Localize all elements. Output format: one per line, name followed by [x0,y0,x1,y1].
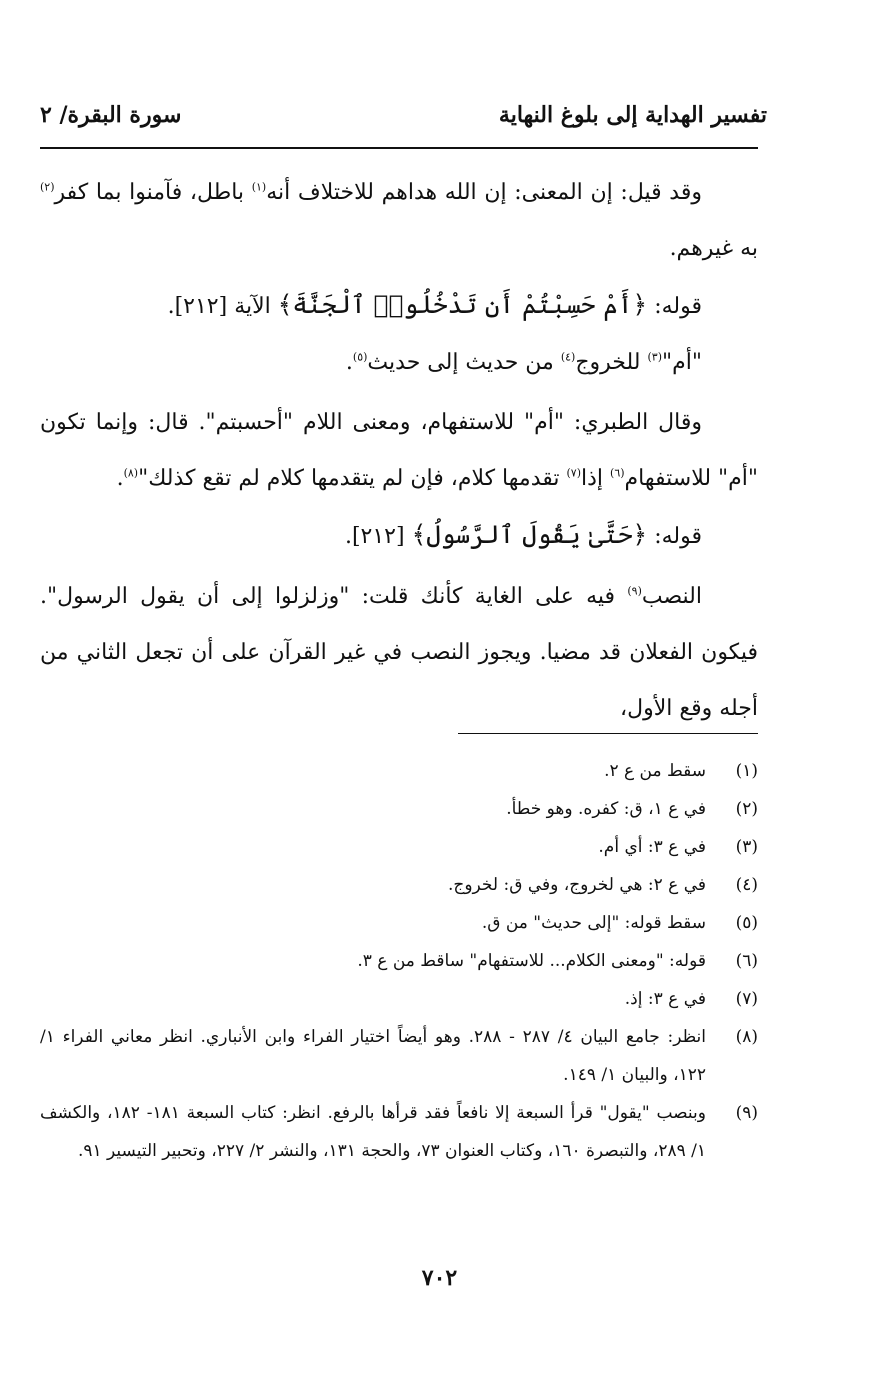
text-run: قوله: [647,524,702,549]
text-run: "أم" [662,350,702,375]
text-run: [٢١٢]. [344,524,412,549]
footnote-text: في ع ١، ق: كفره. وهو خطأ. [506,799,706,819]
text-run: به غيرهم. [669,236,758,261]
footnote-text: سقط قوله: "إلى حديث" من ق. [481,913,706,933]
footnote-ref-3: (٣) [647,350,663,364]
footnote [40,1094,758,1170]
footnote [40,790,758,828]
footnote [40,752,758,790]
paragraph-4 [40,395,758,507]
footnote-number: (٧) [735,989,758,1009]
text-run: النصب [641,584,702,609]
footnote-number: (٤) [735,875,758,895]
text-run: من حديث إلى حديث [367,350,561,375]
footnote-number: (٥) [735,913,758,933]
book-title: تفسير الهداية إلى بلوغ النهاية [498,102,767,128]
footnote-ref-8: (٨) [123,466,139,480]
text-run: إذا [581,466,611,491]
footnote-number: (٢) [735,799,758,819]
footnote-number: (٨) [735,1027,758,1047]
paragraph-5 [40,507,758,565]
footnote [40,942,758,980]
quran-verse: ﴿أَمْ حَسِبْتُمْ أَن تَدْخُلُوا۟ ٱلْجَنَّةَ﴾ [277,290,648,319]
footnote-ref-5: (٥) [352,350,368,364]
footnote-ref-9: (٩) [627,584,642,598]
footnote-text: في ع ٢: هي لخروج، وفي ق: لخروج. [447,875,706,895]
text-run: . [116,466,124,491]
text-run: فيه على الغاية كأنك قلت: "وزلزلوا إلى أن يقول الرسول". فيكون الفعلان قد مضيا. ويجوز النصب في غير القرآن على أن تجعل الثاني من أجله وقع الأول، [40,584,758,721]
paragraph-6 [40,569,758,737]
footnote [40,980,758,1018]
paragraph-3 [40,335,758,391]
footnote [40,1018,758,1094]
paragraph-2 [40,277,758,335]
footnote-ref-1: (١) [251,180,267,194]
footnote-number: (٦) [735,951,758,971]
footnote-number: (٩) [735,1103,758,1123]
footnote-text: قوله: "ومعنى الكلام... للاستفهام" ساقط من ع ٣. [357,951,706,971]
footnote-ref-4: (٤) [560,350,576,364]
page-number: ٧٠٢ [421,1265,458,1291]
footnote [40,866,758,904]
surah-title: سورة البقرة/ ٢ [40,102,182,128]
text-run: باطل، فآمنوا بما كفر [54,180,252,205]
footnote-number: (٣) [735,837,758,857]
footnotes [40,752,758,1170]
text-run: للخروج [575,350,648,375]
footnote [40,828,758,866]
footnote-ref-6: (٦) [610,466,625,480]
text-run: . [345,350,353,375]
footnote-number: (١) [735,761,758,781]
footnote [40,904,758,942]
footnote-separator [458,733,758,734]
running-header [40,96,767,136]
text-run: تقدمها كلام، فإن لم يتقدمها كلام لم تقع كذلك" [138,466,567,491]
main-text [40,165,758,737]
footnote-ref-7: (٧) [566,466,581,480]
header-rule [40,147,758,149]
text-run: وقد قيل: إن المعنى: إن الله هداهم للاختلاف أنه [266,180,702,205]
footnote-text: في ع ٣: إذ. [624,989,706,1009]
footnote-ref-2: (٢) [40,180,55,194]
text-run: وقال الطبري: "أم" للاستفهام، ومعنى اللام "أحسبتم". قال: وإنما تكون "أم" للاستفهام [40,410,758,491]
text-run: قوله: [647,294,702,319]
paragraph-1 [40,165,758,277]
footnote-text: سقط من ع ٢. [604,761,706,781]
footnote-text: في ع ٣: أي أم. [598,837,706,857]
footnote-text: وبنصب "يقول" قرأ السبعة إلا نافعاً فقد قرأها بالرفع. انظر: كتاب السبعة ١٨١- ١٨٢، والكشف ١/ ٢٨٩، والتبصرة ١٦٠، وكتاب العنوان ٧٣، والحجة ١٣١، والنشر ٢/ ٢٢٧، وتحبير التيسير ٩١. [40,1103,706,1161]
quran-verse: ﴿حَتَّىٰ يَقُولَ ٱلرَّسُولُ﴾ [411,520,648,549]
text-run: الآية [٢١٢]. [167,294,278,319]
footnote-text: انظر: جامع البيان ٤/ ٢٨٧ - ٢٨٨. وهو أيضاً اختيار الفراء وابن الأنباري. انظر معاني الفراء ١/ ١٢٢، والبيان ١/ ١٤٩. [40,1027,706,1085]
